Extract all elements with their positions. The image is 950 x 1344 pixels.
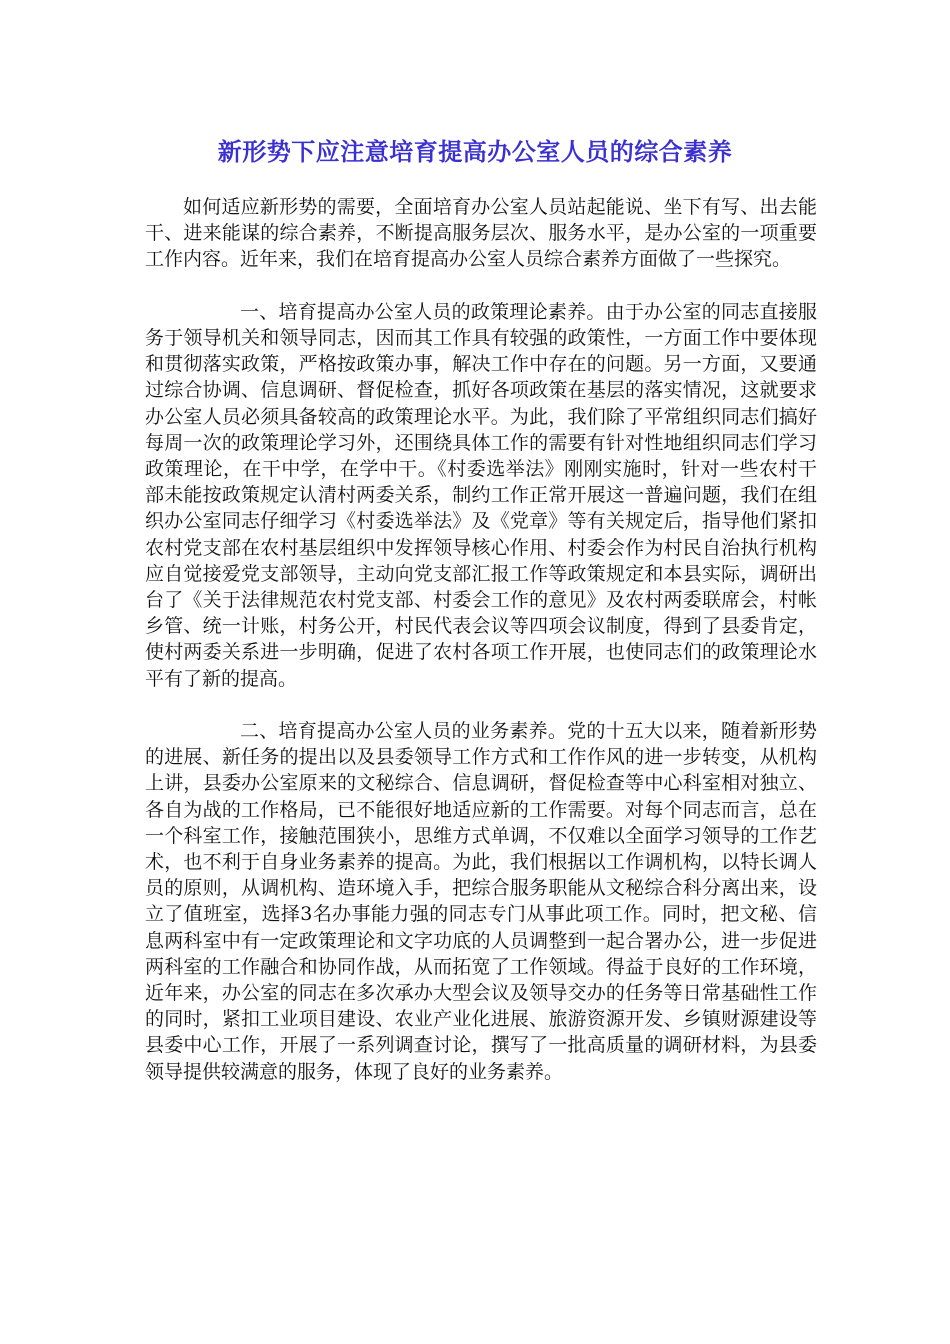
paragraph-spacer xyxy=(145,692,817,718)
document-body xyxy=(145,194,817,1085)
paragraph-intro: 如何适应新形势的需要，全面培育办公室人员站起能说、坐下有写、出去能干、进来能谋的综合素养，不断提高服务层次、服务水平，是办公室的一项重要工作内容。近年来，我们在培育提高办公室人员综合素养方面做了一些探究。 xyxy=(145,196,817,271)
paragraph-spacer xyxy=(145,273,817,299)
paragraph-policy-theory: 一、培育提高办公室人员的政策理论素养。由于办公室的同志直接服务于领导机关和领导同志，因而其工作具有较强的政策性，一方面工作中要体现和贯彻落实政策，严格按政策办事，解决工作中存在的问题。另一方面，又要通过综合协调、信息调研、督促检查，抓好各项政策在基层的落实情况，这就要求办公室人员必须具备较高的政策理论水平。为此，我们除了平常组织同志们搞好每周一次的政策理论学习外，还围绕具体工作的需要有针对性地组织同志们学习政策理论，在干中学，在学中干。《村委选举法》刚刚实施时，针对一些农村干部未能按政策规定认清村两委关系，制约工作正常开展这一普遍问题，我们在组织办公室同志仔细学习《村委选举法》及《党章》等有关规定后，指导他们紧扣农村党支部在农村基层组织中发挥领导核心作用、村委会作为村民自治执行机构应自觉接爱党支部领导，主动向党支部汇报工作等政策规定和本县实际，调研出台了《关于法律规范农村党支部、村委会工作的意见》及农村两委联席会，村帐乡管、统一计账，村务公开，村民代表会议等四项会议制度，得到了县委肯定，使村两委关系进一步明确，促进了农村各项工作开展，也使同志们的政策理论水平有了新的提高。 xyxy=(145,300,817,690)
document-title: 新形势下应注意培育提高办公室人员的综合素养 xyxy=(217,138,733,166)
paragraph-business-skills: 二、培育提高办公室人员的业务素养。党的十五大以来，随着新形势的进展、新任务的提出以及县委领导工作方式和工作作风的进一步转变，从机构上讲，县委办公室原来的文秘综合、信息调研，督促检查等中心科室相对独立、各自为战的工作格局，已不能很好地适应新的工作需要。对每个同志而言，总在一个科室工作，接触范围狭小，思维方式单调，不仅难以全面学习领导的工作艺术，也不利于自身业务素养的提高。为此，我们根据以工作调机构，以特长调人员的原则，从调机构、造环境入手，把综合服务职能从文秘综合科分离出来，设立了值班室，选择3名办事能力强的同志专门从事此项工作。同时，把文秘、信息两科室中有一定政策理论和文字功底的人员调整到一起合署办公，进一步促进两科室的工作融合和协同作战，从而拓宽了工作领域。得益于良好的工作环境，近年来，办公室的同志在多次承办大型会议及领导交办的任务等日常基础性工作的同时，紧扣工业项目建设、农业产业化进展、旅游资源开发、乡镇财源建设等县委中心工作，开展了一系列调查讨论，撰写了一批高质量的调研材料，为县委领导提供较满意的服务，体现了良好的业务素养。 xyxy=(145,720,817,1083)
